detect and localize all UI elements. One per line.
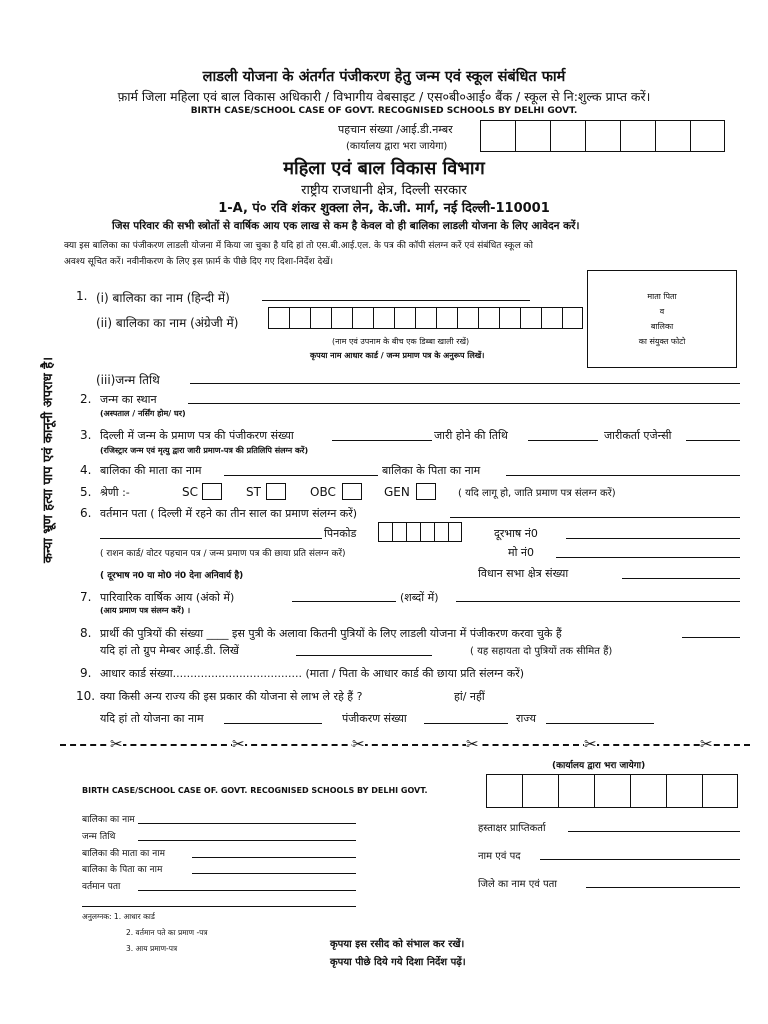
st-checkbox[interactable] [266,483,286,500]
keep-receipt-note: कृपया इस रसीद को संभाल कर रखें। [330,939,465,950]
q1ii-note-1: (नाम एवं उपनाम के बीच एक डिब्बा खाली रखें) [332,337,470,346]
constituency-label: विधान सभा क्षेत्र संख्या [478,567,569,580]
q10-state-label: राज्य [516,712,537,725]
q3-label: दिल्ली में जन्म के प्रमाण पत्र की पंजीकरण संख्या [100,429,294,442]
q2-note: (अस्पताल / नर्सिंग होम/ घर) [100,409,186,418]
q3-agency-field[interactable] [686,440,740,441]
receipt-signature-label: हस्ताक्षर प्राप्तिकर्ता [478,823,546,834]
phone-field[interactable] [566,538,740,539]
q9-number: 9. [80,666,92,680]
registration-note-1: क्या इस बालिका का पंजीकरण लाडली योजना में किया जा चुका है यदि हां तो एस.बी.आई.एल. के पत्र की कॉपी संलग्न करें एवं संबंधित स्कूल को [64,241,533,251]
q1ii-note-2: कृपया नाम आधार कार्ड / जन्म प्रमाण पत्र के अनुरूप लिखें। [310,351,485,360]
mobile-field[interactable] [556,557,740,558]
receipt-mother-label: बालिका की माता का नाम [82,849,165,859]
id-office-note: (कार्यालय द्वारा भरा जायेगा) [346,141,448,152]
q8-id-label: यदि हां तो ग्रुप मेम्बर आई.डी. लिखें [100,644,239,657]
scissors-icon: ✂ [352,735,365,753]
photo-label-4: का संयुक्त फोटो [638,337,686,346]
photo-label-1: माता पिता [647,292,677,301]
q7-number: 7. [80,590,92,604]
q6-note: ( राशन कार्ड/ वोटर पहचान पत्र / जन्म प्रमाण पत्र की छाया प्रति संलग्न करें) [100,549,346,559]
receipt-designation-field[interactable] [540,859,740,860]
scissors-icon: ✂ [232,735,245,753]
q7-words-label: (शब्दों में) [400,591,439,604]
q1iii-label: (iii)जन्म तिथि [96,373,160,387]
obc-label: OBC [310,485,336,499]
annexure-3: 3. आय प्रमाण-पत्र [126,944,178,953]
q10-scheme-field[interactable] [224,723,322,724]
q5-label: श्रेणी :- [100,486,130,499]
sc-checkbox[interactable] [202,483,222,500]
q3-date-label: जारी होने की तिथि [434,429,508,442]
form-title: लाडली योजना के अंतर्गत पंजीकरण हेतु जन्म एवं स्कूल संबंधित फार्म [202,69,566,85]
id-number-boxes[interactable] [480,120,725,152]
form-subtitle: फ़ार्म जिला महिला एवं बाल विकास अधिकारी / विभागीय वेबसाइट / एस०बी०आई० बैंक / स्कूल से नि:शुल्क प्राप्त करें। [117,89,651,104]
q3-agency-label: जारीकर्ता एजेन्सी [604,429,672,442]
q7-income-digits-field[interactable] [292,601,396,602]
q10-reg-field[interactable] [424,723,508,724]
department-address: 1-A, पं० रवि शंकर शुक्ला लेन, के.जी. मार्ग, नई दिल्ली-110001 [218,201,550,216]
q10-scheme-label: यदि हां तो योजना का नाम [100,712,204,725]
q7-label: पारिवारिक वार्षिक आय (अंको में) [100,591,235,604]
cut-line [60,744,750,746]
q1ii-label: (ii) बालिका का नाम (अंग्रेजी में) [96,316,239,330]
annexure-2: 2. वर्तमान पते का प्रमाण -पत्र [126,928,208,937]
receipt-father-field[interactable] [192,873,356,874]
q3-note: (रजिस्ट्रार जन्म एवं मृत्यु द्वारा जारी प्रमाण-पत्र की प्रतिलिपि संलग्न करें) [100,446,309,455]
q2-number: 2. [80,392,92,406]
q1iii-field[interactable] [190,383,740,384]
pincode-boxes[interactable] [378,522,462,542]
receipt-office-note: (कार्यालय द्वारा भरा जायेगा) [552,761,646,771]
receipt-name-label: बालिका का नाम [82,815,135,825]
receipt-id-boxes[interactable] [486,774,738,808]
q6-number: 6. [80,506,92,520]
obc-checkbox[interactable] [342,483,362,500]
q7-income-words-field[interactable] [456,601,740,602]
q8-label: प्रार्थी की पुत्रियों की संख्या ____ इस पुत्री के अलावा कितनी पुत्रियों के लिए लाडली योजना में पंजीकरण करवा चुके हैं [100,627,562,640]
q10-label: क्या किसी अन्य राज्य की इस प्रकार की योजना से लाभ ले रहे हैं ? [100,690,363,703]
phone-label: दूरभाष नं0 [494,527,538,540]
side-slogan: कन्या भ्रूण हत्या पाप एवं कानूनी अपराध है। [41,356,56,564]
q4-number: 4. [80,463,92,477]
government-name: राष्ट्रीय राजधानी क्षेत्र, दिल्ली सरकार [301,183,467,198]
q10-number: 10. [76,689,96,703]
q3-reg-field[interactable] [332,440,432,441]
q10-state-field[interactable] [546,723,654,724]
pincode-label: पिनकोड [324,527,357,540]
st-label: ST [246,485,261,499]
q1ii-name-boxes[interactable] [268,307,583,329]
q4-father-field[interactable] [506,475,740,476]
receipt-mother-field[interactable] [192,857,356,858]
eligibility-note: जिस परिवार की सभी स्त्रोतों से वार्षिक आय एक लाख से कम है केवल वो ही बालिका लाडली योजना के लिए आवेदन करें। [112,220,580,232]
read-guidelines-note: कृपया पीछे दिये गये दिशा निर्देश पढ़ें। [330,957,466,968]
q8-note: ( यह सहायता दो पुत्रियों तक सीमित हैं) [470,646,613,657]
receipt-dob-field[interactable] [138,840,356,841]
constituency-field[interactable] [622,578,740,579]
photo-box[interactable] [587,270,737,368]
sc-label: SC [182,485,198,499]
side-slogan-container [30,330,64,590]
gen-label: GEN [384,485,410,499]
q4-mother-field[interactable] [224,475,378,476]
mobile-label: मो नं0 [508,546,535,559]
q5-note: ( यदि लागू हो, जाति प्रमाण पत्र संलग्न करें) [458,488,616,499]
receipt-signature-field[interactable] [568,831,740,832]
english-case-line: BIRTH CASE/SCHOOL CASE OF GOVT. RECOGNISED SCHOOLS BY DELHI GOVT. [190,106,578,116]
gen-checkbox[interactable] [416,483,436,500]
q9-label: आधार कार्ड संख्या..................................... (माता / पिता के आधार कार्ड की छाया प्रति संलग्न करें) [100,667,525,680]
q1-number: 1. [76,289,88,303]
q2-label: जन्म का स्थान [100,393,157,406]
receipt-address-label: वर्तमान पता [82,882,121,892]
q10-options[interactable]: हां/ नहीं [454,690,485,703]
q6-address-field-1[interactable] [450,517,740,518]
q3-number: 3. [80,428,92,442]
department-name: महिला एवं बाल विकास विभाग [283,158,485,179]
q7-note: (आय प्रमाण पत्र संलग्न करें) । [100,606,191,615]
q6-note-2: ( दूरभाष न0 या मो0 नं0 देना अनिवार्य है) [100,571,244,581]
registration-note-2: अवश्य सूचित करें। नवीनीकरण के लिए इस फ़ार्म के पीछे दिए गए दिशा-निर्देश देखें। [64,257,333,267]
q3-date-field[interactable] [528,440,598,441]
photo-label-2: व [659,307,665,316]
q6-label: वर्तमान पता ( दिल्ली में रहने का तीन साल का प्रमाण संलग्न करें) [100,507,358,520]
q4-mother-label: बालिका की माता का नाम [100,464,202,477]
scissors-icon: ✂ [700,735,713,753]
receipt-designation-label: नाम एवं पद [478,851,521,862]
scissors-icon: ✂ [110,735,123,753]
q4-father-label: बालिका के पिता का नाम [382,464,481,477]
q8-count-field[interactable] [682,637,740,638]
q2-field[interactable] [188,403,740,404]
scissors-icon: ✂ [584,735,597,753]
receipt-father-label: बालिका के पिता का नाम [82,865,163,875]
photo-label-3: बालिका [650,322,674,331]
receipt-district-label: जिले का नाम एवं पता [478,879,557,890]
q6-address-field-2[interactable] [100,538,322,539]
id-label: पहचान संख्या /आई.डी.नम्बर [338,123,453,136]
receipt-district-field[interactable] [586,887,740,888]
q1i-field[interactable] [262,300,530,301]
annexure-title: अनुलग्नक: 1. आधार कार्ड [82,912,155,921]
receipt-address-field-2[interactable] [82,906,356,907]
q8-id-field[interactable] [296,655,432,656]
q8-number: 8. [80,626,92,640]
q10-reg-label: पंजीकरण संख्या [342,712,407,725]
q1i-label: (i) बालिका का नाम (हिन्दी में) [96,291,230,305]
receipt-dob-label: जन्म तिथि [82,832,116,842]
receipt-name-field[interactable] [138,823,356,824]
receipt-english-line: BIRTH CASE/SCHOOL CASE OF. GOVT. RECOGNISED SCHOOLS BY DELHI GOVT. [82,786,428,795]
scissors-icon: ✂ [466,735,479,753]
receipt-address-field-1[interactable] [138,890,356,891]
q5-number: 5. [80,485,92,499]
